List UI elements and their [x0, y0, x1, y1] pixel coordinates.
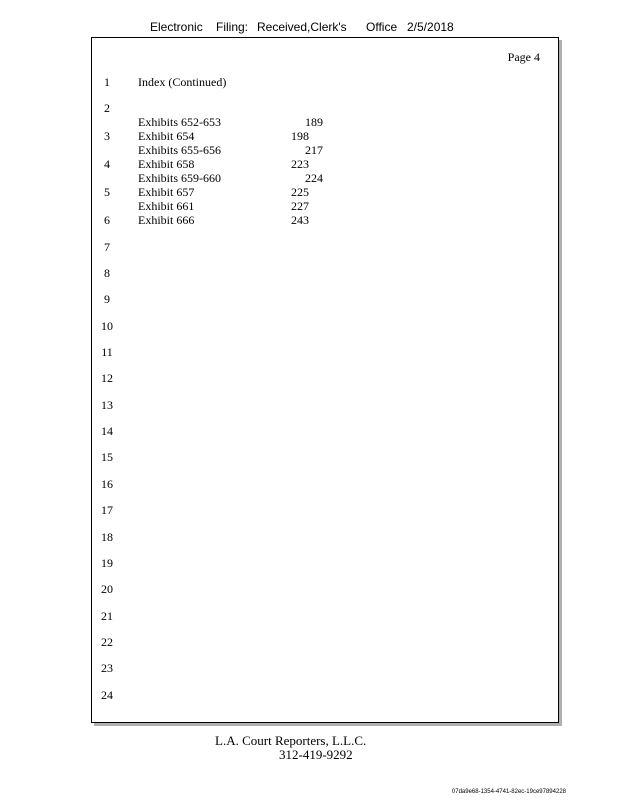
- line-number: 19: [101, 556, 113, 570]
- line-number: 10: [101, 319, 113, 333]
- filing-label: Filing:: [216, 20, 249, 34]
- index-title: Index (Continued): [138, 75, 227, 89]
- line-number: 7: [104, 240, 110, 254]
- line-number: 4: [104, 157, 110, 171]
- exhibit-name: Exhibit 661: [138, 199, 195, 213]
- line-number: 12: [101, 371, 113, 385]
- exhibit-name: Exhibits 659-660: [138, 171, 221, 185]
- line-number: 9: [104, 292, 110, 306]
- exhibit-page: 225: [291, 185, 309, 199]
- line-number: 5: [104, 185, 110, 199]
- exhibit-page: 217: [305, 143, 323, 157]
- filing-office: Office: [366, 20, 398, 34]
- exhibit-name: Exhibit 666: [138, 213, 195, 227]
- filing-date: 2/5/2018: [407, 20, 454, 34]
- line-number: 6: [104, 213, 110, 227]
- line-number: 15: [101, 450, 113, 464]
- line-number: 21: [101, 609, 113, 623]
- line-number: 13: [101, 398, 113, 412]
- line-number: 18: [101, 530, 113, 544]
- exhibit-page: 198: [291, 129, 309, 143]
- exhibit-name: Exhibit 654: [138, 129, 195, 143]
- line-number: 20: [101, 582, 113, 596]
- line-number: 1: [104, 75, 110, 89]
- line-number: 23: [101, 661, 113, 675]
- exhibit-page: 227: [291, 199, 309, 213]
- exhibit-name: Exhibit 658: [138, 157, 195, 171]
- line-number: 17: [101, 503, 113, 517]
- line-number: 2: [104, 101, 110, 115]
- exhibit-name: Exhibit 657: [138, 185, 195, 199]
- exhibit-page: 223: [291, 157, 309, 171]
- line-number: 16: [101, 477, 113, 491]
- filing-electronic: Electronic: [150, 20, 203, 34]
- page-number: Page 4: [507, 50, 540, 64]
- footer-company: L.A. Court Reporters, L.L.C.: [215, 733, 367, 748]
- line-number: 3: [104, 129, 110, 143]
- footer-phone: 312-419-9292: [279, 747, 353, 762]
- exhibit-page: 189: [305, 115, 323, 129]
- line-number: 8: [104, 266, 110, 280]
- exhibit-page: 243: [291, 213, 309, 227]
- document-id: 07da9e68-1354-4741-82ec-19ce97894228: [451, 789, 566, 795]
- line-number: 24: [101, 688, 113, 702]
- exhibit-page: 224: [305, 171, 323, 185]
- line-number: 22: [101, 635, 113, 649]
- line-number: 11: [101, 345, 113, 359]
- filing-received: Received,Clerk's: [257, 20, 347, 34]
- exhibit-name: Exhibits 652-653: [138, 115, 221, 129]
- transcript-page: [91, 37, 559, 723]
- exhibit-name: Exhibits 655-656: [138, 143, 221, 157]
- line-number: 14: [101, 424, 113, 438]
